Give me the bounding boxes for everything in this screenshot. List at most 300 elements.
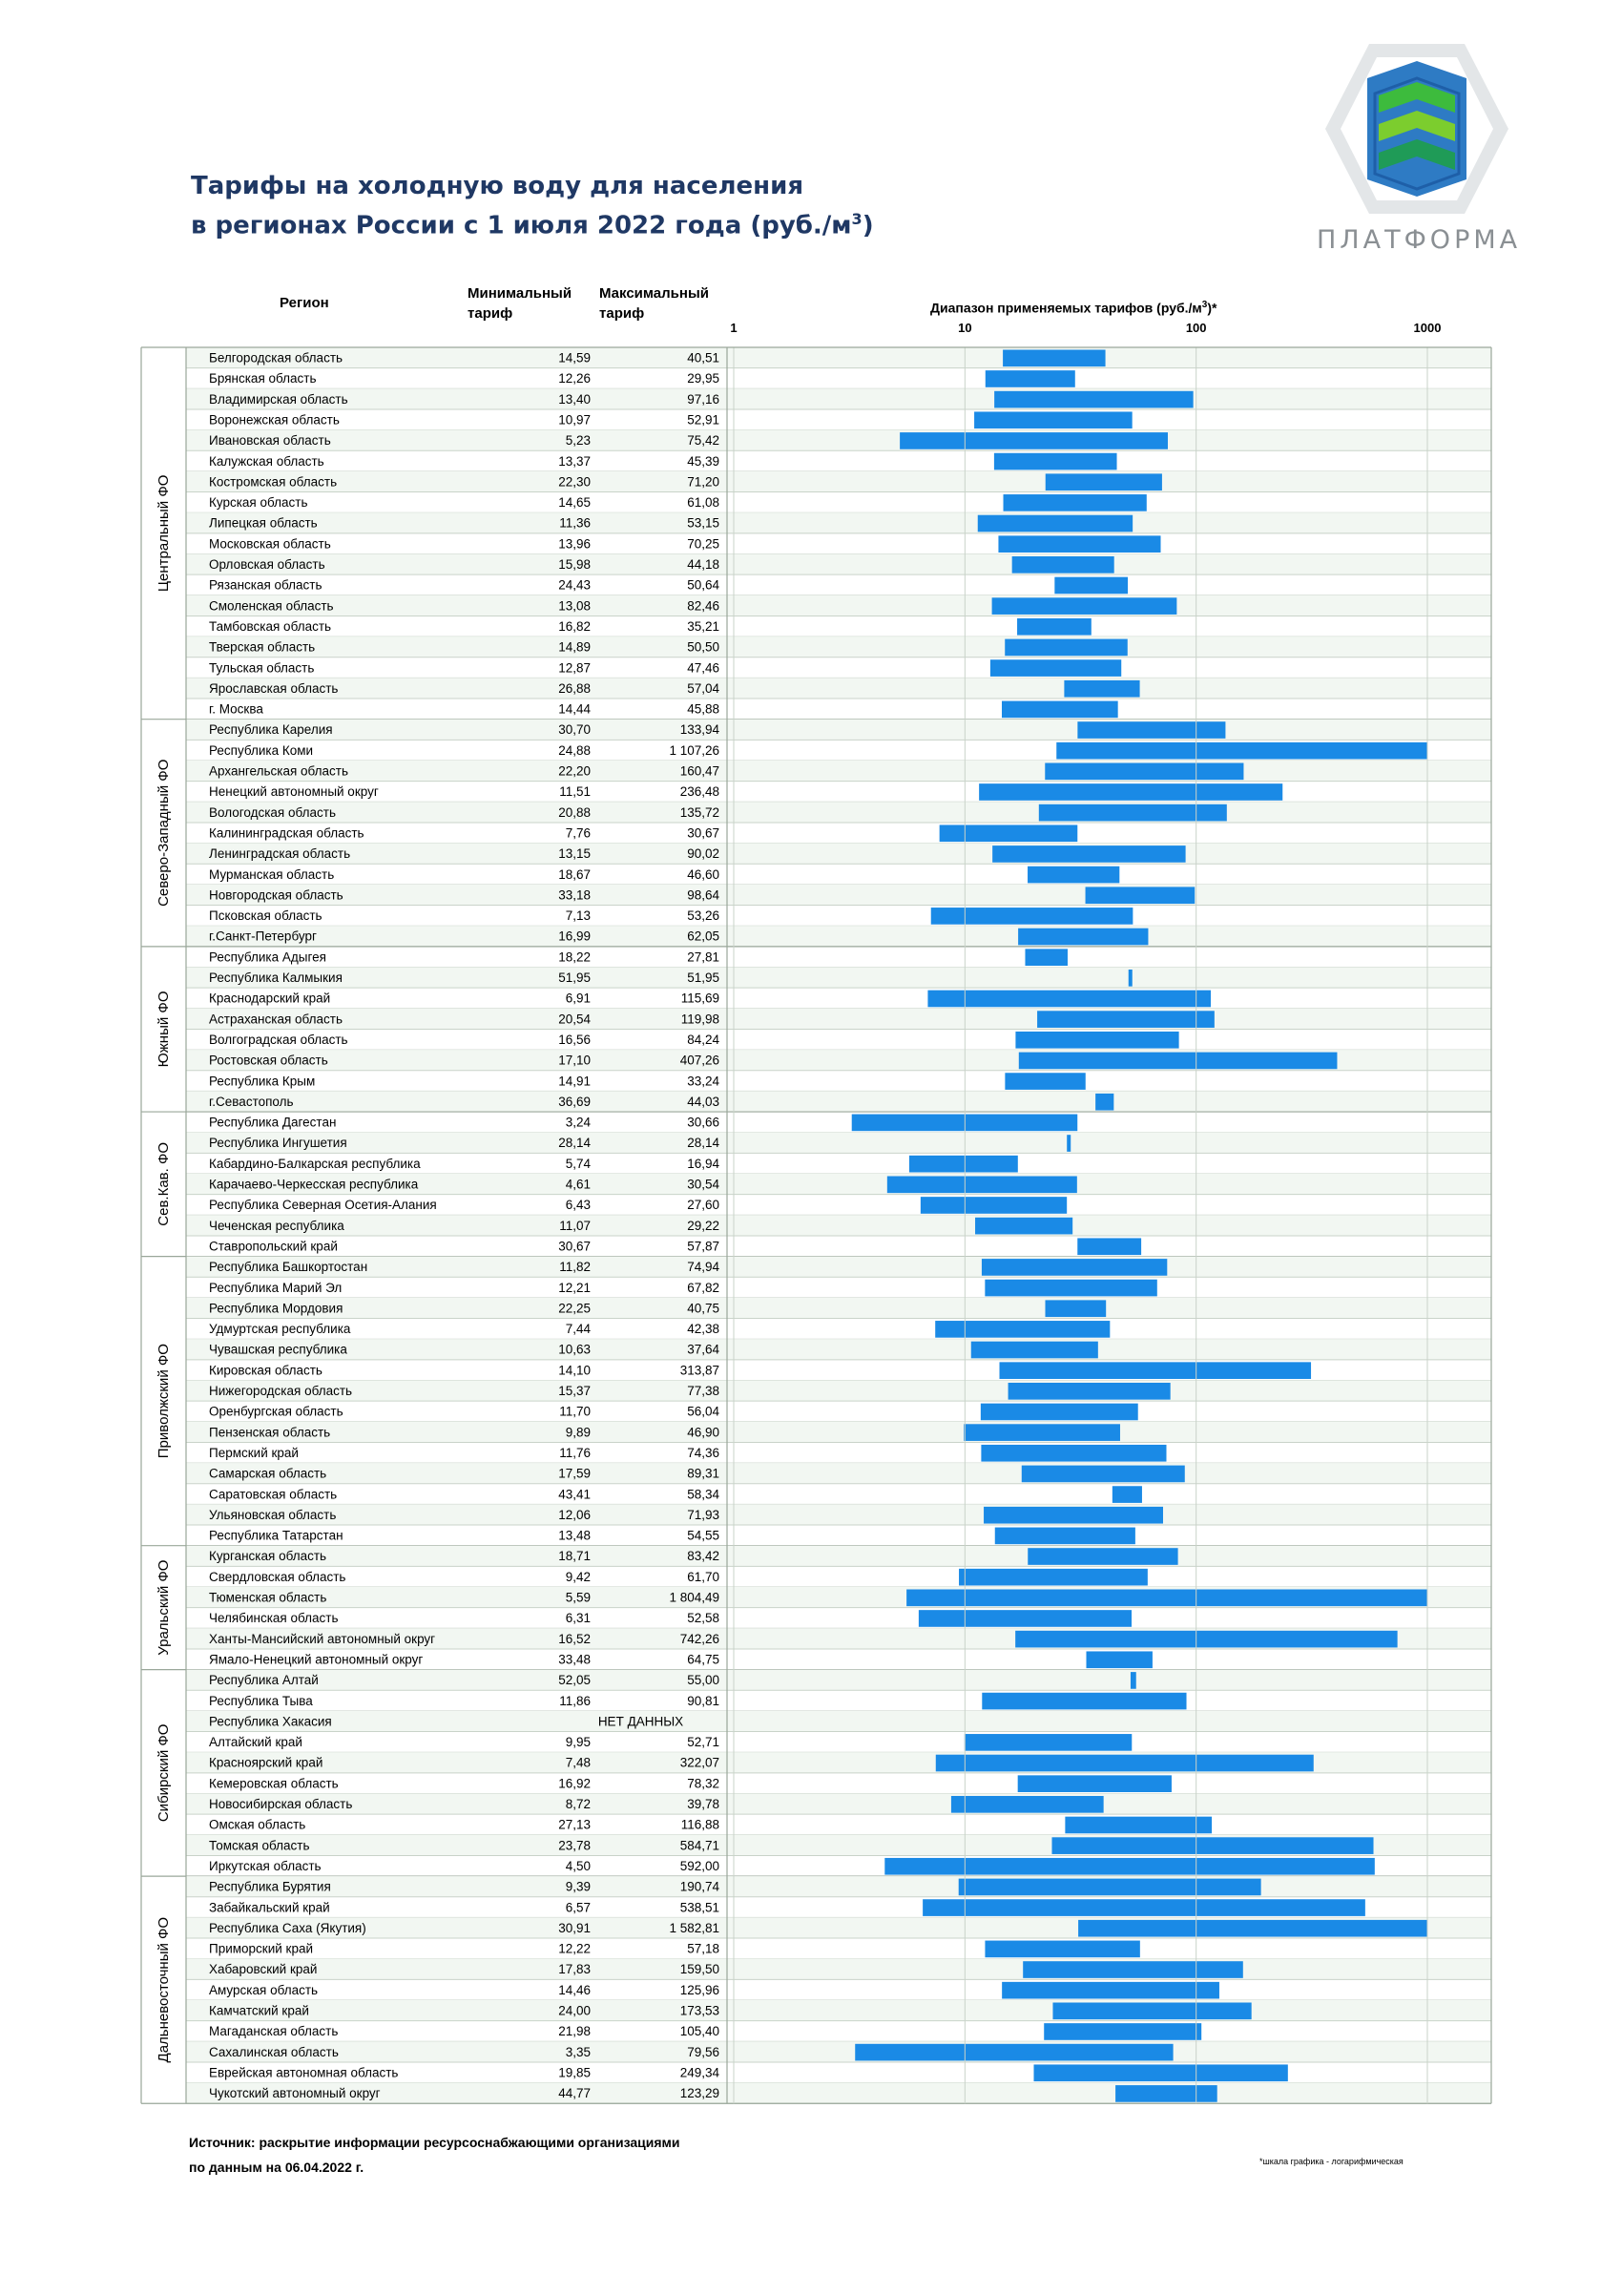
max-tariff-value: 67,82 xyxy=(687,1280,719,1295)
range-bar xyxy=(1129,970,1133,987)
header-region: Регион xyxy=(280,295,329,311)
region-label: Чукотский автономный округ xyxy=(209,2086,381,2101)
max-tariff-value: 27,81 xyxy=(687,950,719,965)
min-tariff-value: 12,22 xyxy=(558,1941,591,1956)
max-tariff-value: 40,51 xyxy=(687,350,719,365)
min-tariff-value: 6,91 xyxy=(565,991,591,1006)
region-label: Республика Карелия xyxy=(209,722,333,738)
range-bar xyxy=(981,1404,1138,1421)
region-label: Сахалинская область xyxy=(209,2044,339,2059)
min-tariff-value: 11,36 xyxy=(559,515,591,531)
min-tariff-value: 14,59 xyxy=(558,350,591,365)
row-band xyxy=(186,1381,1491,1402)
max-tariff-value: 37,64 xyxy=(687,1342,719,1357)
max-tariff-value: 78,32 xyxy=(687,1776,719,1791)
max-tariff-value: 40,75 xyxy=(687,1301,719,1316)
district-label: Уральский ФО xyxy=(156,1559,172,1656)
max-tariff-value: 42,38 xyxy=(687,1322,719,1337)
range-bar xyxy=(1039,804,1227,822)
max-tariff-value: 53,26 xyxy=(687,908,719,924)
row-band xyxy=(186,968,1491,989)
min-tariff-value: 20,54 xyxy=(558,1012,591,1027)
max-tariff-value: 407,26 xyxy=(679,1053,719,1068)
district-label: Приволжский ФО xyxy=(156,1344,172,1459)
range-bar xyxy=(990,659,1121,677)
min-tariff-value: 20,88 xyxy=(558,804,591,820)
row-band xyxy=(186,844,1491,865)
range-bar xyxy=(981,1445,1166,1462)
max-tariff-value: 1 107,26 xyxy=(669,742,719,758)
region-label: Республика Бурятия xyxy=(209,1879,331,1894)
min-tariff-value: 16,92 xyxy=(558,1776,591,1791)
min-tariff-value: 33,48 xyxy=(558,1652,591,1667)
max-tariff-value: 74,94 xyxy=(687,1260,719,1275)
max-tariff-value: 236,48 xyxy=(679,784,719,800)
range-bar xyxy=(1002,701,1118,719)
min-tariff-value: 12,21 xyxy=(558,1280,591,1295)
min-tariff-value: 12,06 xyxy=(558,1507,591,1522)
min-tariff-value: 43,41 xyxy=(558,1487,591,1502)
range-bar xyxy=(919,1610,1132,1627)
range-label-end: )* xyxy=(1207,300,1217,316)
region-label: Пермский край xyxy=(209,1445,299,1460)
row-band xyxy=(186,512,1491,533)
min-tariff-value: 16,56 xyxy=(558,1032,591,1047)
region-label: Кабардино-Балкарская республика xyxy=(209,1156,421,1171)
region-label: Калининградская область xyxy=(209,825,364,841)
row-band xyxy=(186,388,1491,409)
x-tick-label: 100 xyxy=(1185,321,1207,335)
min-tariff-value: 10,63 xyxy=(558,1342,591,1357)
row-band xyxy=(186,761,1491,782)
min-tariff-value: 5,74 xyxy=(565,1156,591,1171)
min-tariff-value: 9,42 xyxy=(565,1569,591,1584)
range-bar xyxy=(1044,2023,1201,2040)
max-tariff-value: 160,47 xyxy=(679,763,719,779)
region-label: Саратовская область xyxy=(209,1487,338,1502)
region-label: Ростовская область xyxy=(209,1053,328,1068)
max-tariff-value: 30,66 xyxy=(687,1115,719,1130)
range-bar xyxy=(1052,2003,1251,2020)
min-tariff-value: 14,65 xyxy=(558,495,591,511)
min-tariff-value: 4,61 xyxy=(565,1177,591,1192)
row-band xyxy=(186,1504,1491,1525)
min-tariff-value: 9,39 xyxy=(565,1879,591,1894)
chart-title-end: ) xyxy=(862,211,874,240)
max-tariff-value: 313,87 xyxy=(679,1363,719,1378)
max-tariff-value: 83,42 xyxy=(687,1549,719,1564)
max-tariff-value: 123,29 xyxy=(679,2086,719,2101)
range-bar xyxy=(855,2044,1173,2061)
region-label: Рязанская область xyxy=(209,577,322,593)
min-tariff-value: 18,67 xyxy=(558,866,591,882)
max-tariff-value: 53,15 xyxy=(687,515,719,531)
range-bar xyxy=(1023,1961,1243,1978)
region-label: Брянская область xyxy=(209,371,317,386)
range-bar xyxy=(921,1197,1067,1214)
max-tariff-value: 1 804,49 xyxy=(669,1590,719,1605)
max-tariff-value: 30,54 xyxy=(687,1177,719,1192)
region-label: Свердловская область xyxy=(209,1569,346,1584)
min-tariff-value: 44,77 xyxy=(558,2086,591,2101)
chart-title-superscript: 3 xyxy=(851,210,863,228)
max-tariff-value: 190,74 xyxy=(679,1879,719,1894)
region-label: Республика Башкортостан xyxy=(209,1260,368,1275)
row-band xyxy=(186,1794,1491,1815)
region-label: Воронежская область xyxy=(209,412,340,428)
region-label: Республика Коми xyxy=(209,742,314,758)
max-tariff-value: 16,94 xyxy=(687,1156,719,1171)
region-label: Курганская область xyxy=(209,1549,327,1564)
range-bar xyxy=(884,1858,1375,1875)
min-tariff-value: 7,13 xyxy=(565,908,591,924)
max-tariff-value: 39,78 xyxy=(687,1797,719,1811)
row-band xyxy=(186,347,1491,368)
region-label: Ярославская область xyxy=(209,680,339,696)
min-tariff-value: 15,37 xyxy=(558,1384,591,1398)
range-bar xyxy=(985,1280,1156,1297)
min-tariff-value: 17,83 xyxy=(558,1962,591,1977)
min-tariff-value: 11,07 xyxy=(559,1218,591,1233)
row-band xyxy=(186,1298,1491,1319)
region-label: Калужская область xyxy=(209,453,324,469)
range-bar xyxy=(1009,1383,1171,1400)
min-tariff-value: 6,43 xyxy=(565,1198,591,1213)
range-bar xyxy=(923,1899,1365,1916)
region-label: Тюменская область xyxy=(209,1590,327,1605)
region-label: Республика Хакасия xyxy=(209,1714,332,1729)
max-tariff-value: 50,50 xyxy=(687,639,719,655)
max-tariff-value: 119,98 xyxy=(680,1012,719,1027)
range-bar xyxy=(1033,2064,1287,2081)
min-tariff-value: 36,69 xyxy=(558,1094,591,1109)
max-tariff-value: 115,69 xyxy=(680,991,719,1006)
region-label: Республика Адыгея xyxy=(209,950,326,965)
max-tariff-value: 44,03 xyxy=(687,1094,719,1109)
range-bar xyxy=(940,824,1078,842)
x-tick-label: 10 xyxy=(958,321,972,335)
max-tariff-value: 30,67 xyxy=(687,825,719,841)
min-tariff-value: 11,82 xyxy=(559,1260,591,1275)
max-tariff-value: 133,94 xyxy=(679,722,719,738)
range-bar xyxy=(906,1590,1427,1607)
max-tariff-value: 90,81 xyxy=(687,1693,719,1708)
region-label: Московская область xyxy=(209,536,331,552)
range-bar xyxy=(1005,1073,1085,1090)
region-label: Кемеровская область xyxy=(209,1776,339,1791)
max-tariff-value: 105,40 xyxy=(679,2024,719,2039)
header-min-line-1: Минимальный xyxy=(468,285,572,302)
row-band xyxy=(186,1959,1491,1980)
region-label: Липецкая область xyxy=(209,515,318,531)
max-tariff-value: 54,55 xyxy=(687,1528,719,1543)
row-band xyxy=(186,1711,1491,1732)
range-bar xyxy=(1045,763,1243,781)
max-tariff-value: 82,46 xyxy=(687,598,719,614)
region-label: Ненецкий автономный округ xyxy=(209,784,379,800)
chart-title-text: в регионах России с 1 июля 2022 года (руб./м xyxy=(191,211,852,240)
range-bar xyxy=(992,845,1185,863)
max-tariff-value: 71,20 xyxy=(687,474,719,490)
min-tariff-value: 9,95 xyxy=(565,1735,591,1750)
range-bar xyxy=(964,1424,1120,1441)
min-tariff-value: 18,22 xyxy=(558,950,591,965)
min-tariff-value: 24,43 xyxy=(558,577,591,593)
max-tariff-value: 1 582,81 xyxy=(669,1920,719,1935)
min-tariff-value: 13,15 xyxy=(558,846,591,862)
range-bar xyxy=(975,1218,1072,1235)
region-label: Томская область xyxy=(209,1838,310,1853)
min-tariff-value: 14,44 xyxy=(558,701,591,717)
district-label: Сев.Кав. ФО xyxy=(156,1141,172,1226)
max-tariff-value: 538,51 xyxy=(679,1900,719,1915)
range-bar xyxy=(936,1755,1314,1772)
row-band xyxy=(186,678,1491,699)
max-tariff-value: 116,88 xyxy=(680,1817,719,1832)
range-bar xyxy=(994,391,1193,408)
min-tariff-value: 14,10 xyxy=(558,1363,591,1378)
min-tariff-value: 28,14 xyxy=(558,1136,591,1151)
x-tick-label: 1000 xyxy=(1413,321,1442,335)
row-band xyxy=(186,2083,1491,2104)
district-label: Северо-Западный ФО xyxy=(156,759,172,907)
row-band xyxy=(186,1339,1491,1360)
range-label-text: Диапазон применяемых тарифов (руб./м xyxy=(930,300,1202,316)
range-bar xyxy=(1087,1651,1153,1668)
max-tariff-value: 77,38 xyxy=(687,1384,719,1398)
region-label: Орловская область xyxy=(209,557,325,572)
min-tariff-value: 14,46 xyxy=(558,1982,591,1997)
region-label: Мурманская область xyxy=(209,866,335,882)
region-label: Республика Северная Осетия-Алания xyxy=(209,1198,437,1213)
region-label: Костромская область xyxy=(209,474,338,490)
range-bar xyxy=(1056,742,1427,760)
range-bar xyxy=(1002,1982,1219,1999)
range-bar xyxy=(1052,1837,1374,1854)
min-tariff-value: 17,10 xyxy=(558,1053,591,1068)
range-bar xyxy=(979,783,1282,801)
source-line-2: по данным на 06.04.2022 г. xyxy=(189,2160,364,2175)
range-bar xyxy=(971,1342,1098,1359)
min-tariff-value: 13,08 xyxy=(558,598,591,614)
row-band xyxy=(186,1257,1491,1278)
min-tariff-value: 13,96 xyxy=(558,536,591,552)
max-tariff-value: 90,02 xyxy=(687,846,719,862)
min-tariff-value: 16,99 xyxy=(558,929,591,944)
region-label: Удмуртская республика xyxy=(209,1322,351,1337)
range-label-superscript: 3 xyxy=(1201,300,1208,310)
range-bar xyxy=(900,432,1168,449)
row-band xyxy=(186,1876,1491,1897)
range-bar xyxy=(1077,721,1225,739)
row-band xyxy=(186,885,1491,906)
source-line-1: Источник: раскрытие информации ресурсоснабжающими организациями xyxy=(189,2135,680,2150)
min-tariff-value: 23,78 xyxy=(558,1838,591,1853)
row-band xyxy=(186,1009,1491,1030)
region-label: Курская область xyxy=(209,495,308,511)
row-band xyxy=(186,554,1491,575)
range-bar xyxy=(927,991,1211,1008)
range-bar xyxy=(935,1321,1110,1338)
max-tariff-value: 89,31 xyxy=(687,1466,719,1481)
range-bar xyxy=(982,1693,1186,1710)
region-label: Чеченская республика xyxy=(209,1218,344,1233)
range-bar xyxy=(1046,1300,1107,1317)
chart-title-line-1: Тарифы на холодную воду для населения xyxy=(191,172,804,200)
min-tariff-value: 4,50 xyxy=(565,1858,591,1873)
region-label: Ивановская область xyxy=(209,433,331,449)
range-bar xyxy=(1067,1135,1071,1152)
region-label: Тульская область xyxy=(209,660,315,676)
range-bar xyxy=(887,1177,1077,1194)
region-label: Архангельская область xyxy=(209,763,349,779)
region-label: Республика Татарстан xyxy=(209,1528,343,1543)
range-bar xyxy=(1025,949,1068,966)
min-tariff-value: 14,89 xyxy=(558,639,591,655)
max-tariff-value: 71,93 xyxy=(687,1507,719,1522)
max-tariff-value: 50,64 xyxy=(687,577,719,593)
range-bar xyxy=(1004,494,1147,511)
max-tariff-value: 61,70 xyxy=(687,1569,719,1584)
region-label: Карачаево-Черкесская республика xyxy=(209,1177,419,1192)
max-tariff-value: 249,34 xyxy=(679,2065,719,2080)
min-tariff-value: 13,48 xyxy=(558,1528,591,1543)
region-label: Магаданская область xyxy=(209,2024,339,2039)
min-tariff-value: 30,67 xyxy=(558,1239,591,1254)
region-label: Ленинградская область xyxy=(209,846,351,862)
region-label: Омская область xyxy=(209,1817,306,1832)
min-tariff-value: 51,95 xyxy=(558,971,591,985)
region-label: Забайкальский край xyxy=(209,1900,330,1915)
min-tariff-value: 3,35 xyxy=(565,2044,591,2059)
row-band xyxy=(186,1215,1491,1236)
row-band xyxy=(186,1463,1491,1484)
region-label: Республика Калмыкия xyxy=(209,971,343,985)
range-bar xyxy=(985,1941,1139,1958)
max-tariff-value: 47,46 xyxy=(687,660,719,676)
row-band xyxy=(186,1546,1491,1567)
region-label: Тамбовская область xyxy=(209,618,332,634)
min-tariff-value: 11,51 xyxy=(559,784,591,800)
min-tariff-value: 12,87 xyxy=(558,660,591,676)
row-band xyxy=(186,1670,1491,1691)
row-band xyxy=(186,1133,1491,1154)
min-tariff-value: 11,70 xyxy=(559,1404,591,1419)
max-tariff-value: 61,08 xyxy=(687,495,719,511)
region-label: г.Севастополь xyxy=(209,1094,294,1109)
range-bar xyxy=(1078,1920,1427,1937)
max-tariff-value: 62,05 xyxy=(687,929,719,944)
max-tariff-value: 58,34 xyxy=(687,1487,719,1502)
range-bar xyxy=(995,1528,1135,1545)
max-tariff-value: 46,90 xyxy=(687,1425,719,1440)
district-label: Сибирский ФО xyxy=(156,1723,172,1823)
min-tariff-value: 15,98 xyxy=(558,557,591,572)
source-note xyxy=(189,2130,680,2180)
range-bar xyxy=(1019,1053,1338,1070)
max-tariff-value: 70,25 xyxy=(687,536,719,552)
max-tariff-value: 52,71 xyxy=(687,1735,719,1750)
row-band xyxy=(186,926,1491,947)
region-label: Республика Марий Эл xyxy=(209,1280,343,1295)
max-tariff-value: 64,75 xyxy=(687,1652,719,1667)
region-label: Владимирская область xyxy=(209,391,348,407)
region-label: Астраханская область xyxy=(209,1012,343,1027)
min-tariff-value: 5,23 xyxy=(565,433,591,449)
min-tariff-value: 17,59 xyxy=(558,1466,591,1481)
region-label: Камчатский край xyxy=(209,2003,309,2018)
max-tariff-value: 98,64 xyxy=(687,887,719,903)
region-label: Ямало-Ненецкий автономный округ xyxy=(209,1652,424,1667)
range-bar xyxy=(959,1879,1261,1896)
header-max-line-2: тариф xyxy=(599,305,645,322)
min-tariff-value: 52,05 xyxy=(558,1673,591,1688)
max-tariff-value: 56,04 xyxy=(687,1404,719,1419)
max-tariff-value: 45,88 xyxy=(687,701,719,717)
range-bar xyxy=(951,1796,1104,1813)
min-tariff-value: 7,48 xyxy=(565,1755,591,1770)
row-band xyxy=(186,471,1491,492)
region-label: Псковская область xyxy=(209,908,322,924)
region-label: Новосибирская область xyxy=(209,1797,353,1811)
region-label: Иркутская область xyxy=(209,1858,322,1873)
region-label: Республика Мордовия xyxy=(209,1301,343,1316)
min-tariff-value: 22,30 xyxy=(558,474,591,490)
region-label: Тверская область xyxy=(209,639,316,655)
range-bar xyxy=(1077,1238,1141,1255)
range-bar xyxy=(992,597,1177,615)
range-bar xyxy=(959,1569,1148,1586)
range-bar xyxy=(999,1362,1311,1379)
range-bar xyxy=(1028,1548,1177,1565)
range-bar xyxy=(978,515,1133,532)
region-label: Челябинская область xyxy=(209,1611,339,1626)
min-tariff-value: 5,59 xyxy=(565,1590,591,1605)
min-tariff-value: 21,98 xyxy=(558,2024,591,2039)
max-tariff-value: 27,60 xyxy=(687,1198,719,1213)
max-tariff-value: 51,95 xyxy=(687,971,719,985)
region-label: Смоленская область xyxy=(209,598,334,614)
max-tariff-value: 29,22 xyxy=(687,1218,719,1233)
range-bar xyxy=(1015,1032,1178,1049)
max-tariff-value: 125,96 xyxy=(679,1982,719,1997)
max-tariff-value: 46,60 xyxy=(687,866,719,882)
row-band xyxy=(186,2041,1491,2062)
range-bar xyxy=(994,453,1117,470)
min-tariff-value: 16,52 xyxy=(558,1631,591,1646)
region-label: Алтайский край xyxy=(209,1735,302,1750)
range-bar xyxy=(1003,350,1105,367)
region-label: Пензенская область xyxy=(209,1425,331,1440)
row-band xyxy=(186,595,1491,616)
min-tariff-value: 26,88 xyxy=(558,680,591,696)
min-tariff-value: 3,24 xyxy=(565,1115,591,1130)
brand-name: ПЛАТФОРМА xyxy=(1317,225,1522,255)
range-bar xyxy=(1005,639,1128,657)
min-tariff-value: 8,72 xyxy=(565,1797,591,1811)
region-label: Вологодская область xyxy=(209,804,336,820)
range-bar xyxy=(1054,577,1128,595)
min-tariff-value: 11,86 xyxy=(559,1693,591,1708)
min-tariff-value: 24,00 xyxy=(558,2003,591,2018)
region-label: Кировская область xyxy=(209,1363,322,1378)
region-label: Волгоградская область xyxy=(209,1032,348,1047)
min-tariff-value: 11,76 xyxy=(559,1445,591,1460)
min-tariff-value: 22,20 xyxy=(558,763,591,779)
min-tariff-value: 7,44 xyxy=(565,1322,591,1337)
max-tariff-value: 45,39 xyxy=(687,453,719,469)
range-bar xyxy=(986,370,1075,387)
